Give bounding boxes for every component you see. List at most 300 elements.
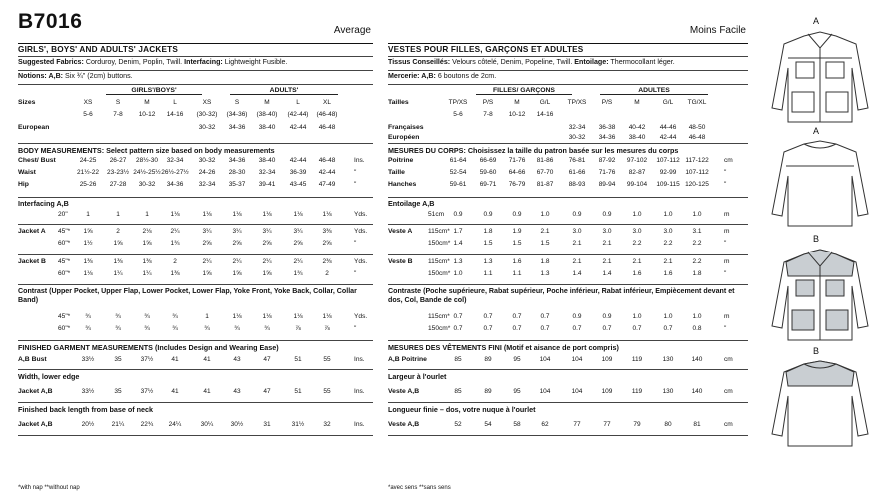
fabric-width: 150cm* [428,240,451,247]
pattern-number: B7016 [18,10,83,33]
size-cell: 85 [454,388,462,395]
size-cell: 1⅛ [322,313,332,320]
size-cell: 24½-25½ [133,169,161,176]
table-row [388,228,748,238]
divider [388,224,748,225]
size-cell: 119 [631,388,643,395]
size-cell: 42-44 [659,134,677,141]
size-cell: 81-87 [536,181,554,188]
size-cell: 0.7 [632,325,642,332]
size-cell: 1 [86,211,90,218]
size-cell: 1¼ [113,270,123,277]
sizes-row-2 [388,111,748,121]
fabric-width: 60"* [58,270,71,277]
chart-title: GIRLS', BOYS' AND ADULTS' JACKETS [18,43,373,54]
row-label: A,B Poitrine [388,356,427,363]
size-cell: 1⅝ [262,270,272,277]
size-cell: 35-37 [228,181,246,188]
size-cell: XS [202,99,212,106]
table-row [18,325,373,335]
unit-label: " [354,169,357,176]
size-cell: (30-32) [196,111,218,118]
table-row [388,313,748,323]
size-cell: 3.1 [692,228,702,235]
divider [18,369,373,370]
size-cell: 1.5 [540,240,550,247]
size-cell: 0.9 [572,313,582,320]
size-cell: 104 [539,388,551,395]
size-cell: 2⅝ [232,240,242,247]
size-cell: 2¼ [202,258,212,265]
row-label: Veste B [388,258,413,265]
size-cell: 85 [454,356,462,363]
size-cell: 41 [203,388,211,395]
size-cell: 14-16 [536,111,554,118]
size-cell: 36-38 [598,124,616,131]
size-cell: 1.0 [692,313,702,320]
size-cell: 28½-30 [135,157,159,164]
french-label: Françaises [388,124,424,131]
size-cell: 26-27 [109,157,127,164]
size-cell: 25-26 [79,181,97,188]
size-cell: 1.0 [663,211,673,218]
size-cell: 1⅜ [83,258,93,265]
row-label: Jacket B [18,258,46,265]
size-cell: 30¼ [200,421,214,428]
size-cell: 1.1 [483,270,493,277]
size-cell: 1.0 [692,211,702,218]
size-cell: 31½ [291,421,305,428]
size-cell: 24-26 [198,169,216,176]
size-cell: 130 [662,388,674,395]
size-cell: 109-115 [656,181,680,188]
size-cell: 2.1 [572,240,582,247]
interfacing-text: Thermocollant léger. [610,58,675,66]
table-row [388,169,748,179]
size-cell: 1⅛ [83,270,93,277]
size-cell: 109 [601,356,613,363]
length-heading: Longueur finie – dos, votre nuque à l'ourlet [388,405,536,414]
fabrics-label: Tissus Conseillés: [388,58,451,66]
size-cell: TP/XS [567,99,587,106]
size-cell: 44-46 [659,124,677,131]
size-cell: 80 [664,421,672,428]
jacket-a-front-illustration [768,28,872,126]
divider [388,402,748,403]
size-cell: M [514,99,520,106]
divider [388,254,748,255]
size-cell: 2¼ [293,258,303,265]
unit-label: " [354,181,357,188]
size-cell: 21¼ [111,421,125,428]
size-cell: 0.7 [663,325,673,332]
length-heading: Finished back length from base of neck [18,405,153,414]
size-cell: ¾ [85,313,91,320]
size-cell: 46-48 [688,134,706,141]
table-row [18,421,373,431]
size-cell: ¾ [144,325,150,332]
size-cell: 79 [633,421,641,428]
size-cell: 1⅛ [262,211,272,218]
size-cell: ¾ [204,325,210,332]
size-cell: 0.7 [540,313,550,320]
row-label: Jacket A [18,228,46,235]
size-cell: ⅞ [295,325,301,332]
size-cell: ¾ [172,313,178,320]
divider [388,56,748,57]
size-cell: 46-48 [318,124,336,131]
view-label-b-back: B [812,346,819,356]
size-cell: 1.9 [512,228,522,235]
notions-label: Mercerie: A,B: [388,72,436,80]
size-cell: 31 [263,421,271,428]
size-cell: 1.0 [453,270,463,277]
table-row [388,388,748,398]
table-row [18,228,373,238]
interfacing-text: Lightweight Fusible. [224,58,288,66]
size-cell: 1⅝ [232,270,242,277]
sizes-row-2 [18,111,373,121]
group-kids: GIRLS'/BOYS' [106,87,202,95]
interfacing-label: Entoilage: [574,58,609,66]
unit-label: " [354,325,357,332]
size-cell: 47 [263,388,271,395]
size-cell: ¾ [264,325,270,332]
size-cell: 2⅝ [293,240,303,247]
size-cell: 1.0 [663,313,673,320]
size-cell: 1 [205,313,209,320]
size-cell: 1.6 [663,270,673,277]
size-cell: 51 [294,388,302,395]
size-cell: 28-30 [228,169,246,176]
size-cell: 0.7 [512,313,522,320]
size-cell: 77 [573,421,581,428]
size-cell: 10-12 [508,111,526,118]
size-cell: 51 [294,356,302,363]
size-cell: 2.1 [632,258,642,265]
size-cell: 1.0 [540,211,550,218]
finished-heading: FINISHED GARMENT MEASUREMENTS (Includes Design and Wearing Ease) [18,343,279,352]
size-cell: 40-42 [628,124,646,131]
divider [18,340,373,341]
divider [388,70,748,71]
size-cell: 3.0 [572,228,582,235]
size-cell: 0.9 [572,211,582,218]
table-row [18,157,373,167]
size-cell: 41 [171,388,179,395]
size-cell: 1.8 [540,258,550,265]
size-cell: 82-87 [628,169,646,176]
group-kids: FILLES/ GARÇONS [476,87,572,95]
table-row [388,356,748,366]
row-label: Hip [18,181,29,188]
size-cell: 43 [233,356,241,363]
size-cell: 0.9 [453,211,463,218]
size-cell: ¾ [85,325,91,332]
table-row [388,270,748,280]
table-row [18,211,373,221]
size-cell: 1⅜ [170,270,180,277]
notions-text: Six ¾" (2cm) buttons. [65,72,133,80]
size-cell: ¾ [172,325,178,332]
size-cell: 7-8 [483,111,493,118]
table-row [388,240,748,250]
unit-label: cm [724,421,733,428]
size-cell: 43-45 [289,181,307,188]
fabric-width: 150cm* [428,270,451,277]
divider [388,84,748,85]
divider [18,402,373,403]
size-cell: 26½-27½ [161,169,189,176]
european-label: European [18,124,50,131]
size-cell: 0.7 [453,325,463,332]
size-cell: 1⅝ [202,270,212,277]
size-cell: 2⅛ [142,228,152,235]
size-cell: 89-94 [598,181,616,188]
size-cell: 39-41 [258,181,276,188]
size-cell: 61-64 [449,157,467,164]
jacket-sketches [760,0,880,497]
size-cell: 30-32 [138,181,156,188]
size-cell: M [264,99,270,106]
size-cell: P/S [482,99,494,106]
size-cell: 52-54 [449,169,467,176]
size-cell: 55 [323,388,331,395]
size-cell: 0.7 [602,325,612,332]
size-cell: XS [83,99,93,106]
size-cell: 76-79 [508,181,526,188]
size-cell: 21½-22 [76,169,100,176]
size-cell: 1.3 [540,270,550,277]
size-cell: 0.7 [483,325,493,332]
size-cell: 3.0 [663,228,673,235]
size-cell: 55 [323,356,331,363]
size-cell: 34-36 [166,181,184,188]
divider [388,284,748,285]
table-row [388,157,748,167]
jacket-b-back-illustration [768,358,872,450]
fabric-width: 60"* [58,325,71,332]
row-label: Jacket A,B [18,388,53,395]
size-cell: 2¼ [170,228,180,235]
size-cell: 42-44 [318,169,336,176]
size-cell: 117-122 [685,157,709,164]
fabric-width: 20" [58,211,68,218]
sizes-row [18,99,373,109]
size-cell: 22¾ [140,421,154,428]
size-cell: S [234,99,240,106]
size-cell: 1⅛ [170,211,180,218]
size-cell: 37½ [140,388,154,395]
unit-label: Yds. [354,313,368,320]
size-cell: 1⅜ [142,258,152,265]
row-label: A,B Bust [18,356,47,363]
unit-label: Ins. [354,388,365,395]
fabrics-line [18,58,373,66]
size-cell: 0.9 [512,211,522,218]
size-cell: 71-76 [508,157,526,164]
european-row [18,124,373,134]
fabric-width: 115cm* [428,258,450,265]
size-cell: 38-40 [258,157,276,164]
size-cell: 1⅛ [232,313,242,320]
finished-heading: MESURES DES VÊTEMENTS FINI (Motif et aisance de port compris) [388,343,619,352]
fabrics-line [388,58,748,66]
size-cell: 1.1 [512,270,522,277]
notions-line [18,72,373,80]
size-cell: 71-76 [598,169,616,176]
size-cell: TP/XS [448,99,468,106]
group-adults: ADULTS' [230,87,338,95]
table-row [18,181,373,191]
width-heading: Largeur à l'ourlet [388,372,447,381]
size-cell: 2.1 [663,258,673,265]
size-cell: 1.3 [483,258,493,265]
size-cell: 1⅛ [293,211,303,218]
size-cell: 14-16 [166,111,184,118]
unit-label: Ins. [354,421,365,428]
size-cell: 1 [145,211,149,218]
size-cell: 3⅜ [322,228,332,235]
row-label: Veste A [388,228,413,235]
divider [18,84,373,85]
size-cell: 35 [114,388,122,395]
size-cell: 140 [691,356,703,363]
size-cell: 47 [263,356,271,363]
size-cell: ¾ [115,313,121,320]
size-cell: 2.1 [572,258,582,265]
size-cell: 32-34 [166,157,184,164]
size-cell: 1⅛ [202,211,212,218]
size-cell: 30-32 [198,157,216,164]
size-cell: 1.3 [453,258,463,265]
size-cell: 1¼ [142,270,152,277]
size-cell: 7-8 [113,111,123,118]
size-cell: 1⅝ [83,228,93,235]
size-cell: 97-102 [626,157,648,164]
size-cell: 2 [116,228,120,235]
size-cell: 104 [571,388,583,395]
size-cell: 1⅜ [113,258,123,265]
size-cell: 2.2 [692,240,702,247]
size-cell: 1⅝ [142,240,152,247]
size-cell: 1.5 [512,240,522,247]
fabric-width: 51cm [428,211,445,218]
size-cell: 0.7 [453,313,463,320]
divider [18,254,373,255]
size-cell: ¾ [115,325,121,332]
size-cell: 89 [484,388,492,395]
size-cell: 24¼ [168,421,182,428]
french-row [388,124,748,134]
size-cell: 67-70 [536,169,554,176]
fabric-width: 45"* [58,228,71,235]
sizes-row [388,99,748,109]
size-cell: 24-25 [79,157,97,164]
size-cell: (38-40) [256,111,278,118]
size-cell: XL [323,99,331,106]
unit-label: Yds. [354,258,368,265]
size-cell: L [173,99,177,106]
size-cell: 1⅛ [322,211,332,218]
size-cell: 3¼ [293,228,303,235]
size-cell: 140 [691,388,703,395]
size-cell: 23-23½ [106,169,130,176]
size-cell: 34-36 [228,124,246,131]
table-row [18,169,373,179]
size-cell: 33½ [81,356,95,363]
size-cell: 41 [171,356,179,363]
table-row [18,313,373,323]
notions-label: Notions: A,B: [18,72,64,80]
jacket-a-back-illustration [768,138,872,230]
row-label: Poitrine [388,157,414,164]
divider [18,143,373,144]
size-cell: 3¼ [232,228,242,235]
size-cell: 1¾ [170,240,180,247]
divider [388,369,748,370]
chart-title: VESTES POUR FILLES, GARÇONS ET ADULTES [388,43,748,54]
size-cell: 87-92 [598,157,616,164]
size-cell: 81-86 [536,157,554,164]
divider [388,340,748,341]
interfacing-label: Interfacing: [184,58,223,66]
unit-label: Ins. [354,157,365,164]
size-cell: 1.0 [632,211,642,218]
size-cell: 1⅛ [262,313,272,320]
size-cell: 42-44 [289,157,307,164]
size-cell: 2.1 [602,258,612,265]
interfacing-heading: Interfacing A,B [18,199,69,208]
body-heading: BODY MEASUREMENTS: Select pattern size based on body measurements [18,146,275,155]
size-cell: 1.7 [453,228,463,235]
size-cell: 3.0 [632,228,642,235]
divider [18,70,373,71]
size-cell: 27-28 [109,181,127,188]
size-cell: 2¼ [262,258,272,265]
table-row [18,258,373,268]
table-row [388,181,748,191]
size-cell: 107-112 [685,169,709,176]
size-cell: 2⅝ [262,240,272,247]
size-cell: 1¾ [293,270,303,277]
size-cell: 0.7 [572,325,582,332]
unit-label: m [724,228,730,235]
unit-label: cm [724,356,733,363]
size-cell: 0.7 [483,313,493,320]
size-cell: 0.9 [483,211,493,218]
size-cell: 1.4 [453,240,463,247]
size-cell: 61-66 [568,169,586,176]
divider [18,197,373,198]
size-cell: 1.6 [512,258,522,265]
size-cell: 1.4 [602,270,612,277]
size-cell: 1.0 [632,313,642,320]
view-label-b-front: B [812,234,819,244]
size-cell: 47-49 [318,181,336,188]
unit-label: " [724,181,727,188]
european-label: Européen [388,134,420,141]
size-cell: 2.2 [663,240,673,247]
size-cell: 77 [603,421,611,428]
group-adults: ADULTES [600,87,708,95]
row-label: Hanches [388,181,417,188]
size-cell: 88-93 [568,181,586,188]
size-cell: 20½ [81,421,95,428]
unit-label: cm [724,157,733,164]
size-cell: 1⅛ [293,313,303,320]
fabric-width: 45"* [58,258,71,265]
